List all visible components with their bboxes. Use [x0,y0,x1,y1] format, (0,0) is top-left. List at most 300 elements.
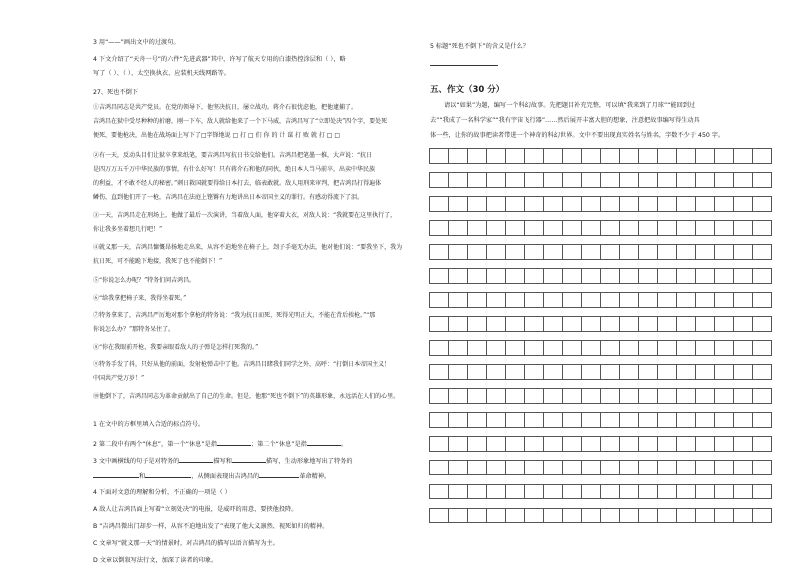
grid-cell[interactable] [600,364,620,380]
grid-cell[interactable] [448,316,468,332]
grid-cell[interactable] [695,508,715,524]
grid-cell[interactable] [486,508,506,524]
grid-cell[interactable] [600,460,620,476]
grid-cell[interactable] [752,340,772,356]
grid-cell[interactable] [600,268,620,284]
grid-cell[interactable] [448,220,468,236]
grid-cell[interactable] [505,292,525,308]
grid-cell[interactable] [695,172,715,188]
grid-cell[interactable] [505,316,525,332]
grid-cell[interactable] [562,340,582,356]
grid-cell[interactable] [505,412,525,428]
grid-cell[interactable] [600,316,620,332]
grid-cell[interactable] [657,172,677,188]
grid-cell[interactable] [638,196,658,212]
grid-cell[interactable] [752,244,772,260]
grid-cell[interactable] [695,316,715,332]
grid-cell[interactable] [657,436,677,452]
grid-cell[interactable] [657,388,677,404]
grid-cell[interactable] [543,172,563,188]
grid-cell[interactable] [600,388,620,404]
grid-cell[interactable] [638,268,658,284]
grid-cell[interactable] [562,388,582,404]
grid-cell[interactable] [600,340,620,356]
grid-cell[interactable] [486,460,506,476]
grid-cell[interactable] [467,340,487,356]
grid-cell[interactable] [467,148,487,164]
grid-cell[interactable] [714,148,734,164]
grid-cell[interactable] [619,148,639,164]
grid-cell[interactable] [733,340,753,356]
grid-cell[interactable] [676,388,696,404]
grid-cell[interactable] [600,172,620,188]
grid-cell[interactable] [562,244,582,260]
grid-cell[interactable] [486,196,506,212]
grid-cell[interactable] [581,244,601,260]
question-3b-text: 描写和 [213,458,232,465]
grid-cell[interactable] [486,364,506,380]
grid-cell[interactable] [600,292,620,308]
grid-cell[interactable] [676,364,696,380]
grid-cell[interactable] [486,292,506,308]
grid-cell[interactable] [581,508,601,524]
grid-cell[interactable] [619,484,639,500]
grid-cell[interactable] [429,244,449,260]
grid-cell[interactable] [581,196,601,212]
grid-cell[interactable] [562,364,582,380]
grid-cell[interactable] [505,268,525,284]
grid-cell[interactable] [695,292,715,308]
grid-cell[interactable] [733,292,753,308]
grid-cell[interactable] [714,316,734,332]
answer-blank[interactable] [145,470,191,478]
grid-cell[interactable] [752,148,772,164]
grid-cell[interactable] [581,268,601,284]
grid-cell[interactable] [657,340,677,356]
grid-cell[interactable] [619,244,639,260]
grid-cell[interactable] [619,316,639,332]
grid-cell[interactable] [467,436,487,452]
grid-cell[interactable] [638,460,658,476]
grid-cell[interactable] [467,196,487,212]
grid-cell[interactable] [524,340,544,356]
grid-cell[interactable] [714,484,734,500]
grid-cell[interactable] [581,412,601,428]
grid-cell[interactable] [695,484,715,500]
grid-cell[interactable] [524,316,544,332]
grid-cell[interactable] [638,508,658,524]
grid-cell[interactable] [448,172,468,188]
grid-cell[interactable] [429,364,449,380]
grid-cell[interactable] [429,268,449,284]
grid-cell[interactable] [733,364,753,380]
question-4-line-1: 4 下文介绍了“天舟一号”的六件“先进武器”其中，许写了航天专用的白漆热控涂层和（ ），略 [93,56,346,63]
grid-cell[interactable] [543,340,563,356]
grid-cell[interactable] [467,364,487,380]
grid-cell[interactable] [657,316,677,332]
grid-cell[interactable] [543,436,563,452]
grid-cell[interactable] [467,172,487,188]
grid-cell[interactable] [695,220,715,236]
grid-cell[interactable] [638,412,658,428]
grid-cell[interactable] [524,172,544,188]
grid-cell[interactable] [562,316,582,332]
grid-cell[interactable] [543,268,563,284]
grid-cell[interactable] [600,196,620,212]
grid-cell[interactable] [448,268,468,284]
grid-cell[interactable] [429,460,449,476]
essay-writing-grid[interactable] [430,148,772,523]
grid-cell[interactable] [600,220,620,236]
answer-blank[interactable] [259,470,299,478]
grid-cell[interactable] [752,220,772,236]
grid-cell[interactable] [695,148,715,164]
grid-cell[interactable] [581,172,601,188]
grid-cell[interactable] [524,148,544,164]
grid-cell[interactable] [562,292,582,308]
grid-cell[interactable] [638,316,658,332]
grid-cell[interactable] [638,388,658,404]
grid-cell[interactable] [543,412,563,428]
grid-cell[interactable] [562,484,582,500]
grid-cell[interactable] [486,316,506,332]
grid-cell[interactable] [543,196,563,212]
answer-blank[interactable] [307,438,341,446]
grid-cell[interactable] [429,340,449,356]
grid-cell[interactable] [524,508,544,524]
grid-cell[interactable] [619,460,639,476]
grid-cell[interactable] [676,172,696,188]
answer-blank[interactable] [179,455,213,463]
grid-cell[interactable] [714,292,734,308]
grid-cell[interactable] [714,412,734,428]
grid-cell[interactable] [524,292,544,308]
answer-blank[interactable] [232,455,266,463]
grid-cell[interactable] [543,292,563,308]
grid-cell[interactable] [619,340,639,356]
grid-cell[interactable] [505,220,525,236]
grid-cell[interactable] [543,244,563,260]
grid-cell[interactable] [676,220,696,236]
grid-cell[interactable] [752,196,772,212]
grid-cell[interactable] [657,460,677,476]
grid-cell[interactable] [619,268,639,284]
grid-cell[interactable] [524,268,544,284]
grid-cell[interactable] [638,364,658,380]
grid-cell[interactable] [562,508,582,524]
grid-cell[interactable] [448,436,468,452]
grid-cell[interactable] [429,484,449,500]
grid-cell[interactable] [448,508,468,524]
grid-cell[interactable] [752,460,772,476]
grid-cell[interactable] [562,460,582,476]
grid-cell[interactable] [467,508,487,524]
grid-cell[interactable] [562,172,582,188]
grid-cell[interactable] [619,220,639,236]
grid-cell[interactable] [752,436,772,452]
grid-cell[interactable] [562,220,582,236]
grid-cell[interactable] [543,460,563,476]
grid-cell[interactable] [467,460,487,476]
grid-cell[interactable] [467,316,487,332]
grid-cell[interactable] [429,172,449,188]
grid-cell[interactable] [600,244,620,260]
grid-cell[interactable] [733,316,753,332]
grid-cell[interactable] [600,412,620,428]
grid-cell[interactable] [619,292,639,308]
grid-cell[interactable] [562,412,582,428]
answer-line[interactable] [430,58,498,69]
grid-cell[interactable] [657,244,677,260]
grid-cell[interactable] [505,460,525,476]
grid-cell[interactable] [429,388,449,404]
grid-cell[interactable] [562,148,582,164]
grid-cell[interactable] [543,364,563,380]
grid-cell[interactable] [714,172,734,188]
grid-cell[interactable] [714,388,734,404]
grid-cell[interactable] [486,172,506,188]
grid-cell[interactable] [752,292,772,308]
grid-cell[interactable] [486,388,506,404]
grid-cell[interactable] [562,268,582,284]
grid-cell[interactable] [714,460,734,476]
grid-cell[interactable] [429,316,449,332]
grid-cell[interactable] [505,508,525,524]
grid-cell[interactable] [486,220,506,236]
grid-cell[interactable] [657,508,677,524]
grid-cell[interactable] [676,244,696,260]
grid-cell[interactable] [733,508,753,524]
grid-cell[interactable] [486,148,506,164]
grid-cell[interactable] [448,364,468,380]
grid-cell[interactable] [657,196,677,212]
grid-cell[interactable] [733,268,753,284]
grid-cell[interactable] [429,148,449,164]
grid-cell[interactable] [638,148,658,164]
grid-cell[interactable] [429,508,449,524]
grid-cell[interactable] [752,388,772,404]
grid-cell[interactable] [486,436,506,452]
grid-cell[interactable] [752,268,772,284]
grid-cell[interactable] [505,340,525,356]
grid-cell[interactable] [619,364,639,380]
grid-cell[interactable] [448,412,468,428]
grid-cell[interactable] [505,148,525,164]
grid-cell[interactable] [524,436,544,452]
grid-cell[interactable] [524,220,544,236]
grid-cell[interactable] [543,388,563,404]
grid-cell[interactable] [448,388,468,404]
grid-cell[interactable] [581,316,601,332]
grid-cell[interactable] [524,388,544,404]
grid-cell[interactable] [486,340,506,356]
grid-cell[interactable] [676,484,696,500]
grid-cell[interactable] [676,436,696,452]
grid-cell[interactable] [448,148,468,164]
grid-cell[interactable] [600,484,620,500]
grid-cell[interactable] [676,316,696,332]
grid-cell[interactable] [619,436,639,452]
grid-cell[interactable] [467,268,487,284]
grid-cell[interactable] [429,436,449,452]
grid-cell[interactable] [505,364,525,380]
grid-cell[interactable] [733,412,753,428]
grid-cell[interactable] [581,484,601,500]
grid-cell[interactable] [695,388,715,404]
grid-cell[interactable] [619,172,639,188]
grid-cell[interactable] [695,460,715,476]
grid-cell[interactable] [581,436,601,452]
grid-cell[interactable] [695,268,715,284]
grid-cell[interactable] [448,484,468,500]
grid-cell[interactable] [638,436,658,452]
grid-cell[interactable] [505,244,525,260]
grid-cell[interactable] [448,292,468,308]
grid-cell[interactable] [600,508,620,524]
grid-cell[interactable] [619,196,639,212]
grid-cell[interactable] [429,292,449,308]
grid-cell[interactable] [733,220,753,236]
grid-cell[interactable] [676,268,696,284]
grid-cell[interactable] [638,292,658,308]
grid-cell[interactable] [581,460,601,476]
grid-cell[interactable] [543,508,563,524]
grid-cell[interactable] [467,244,487,260]
grid-cell[interactable] [676,412,696,428]
grid-cell[interactable] [619,388,639,404]
grid-cell[interactable] [524,196,544,212]
grid-cell[interactable] [429,196,449,212]
grid-cell[interactable] [752,316,772,332]
answer-blank[interactable] [217,438,251,446]
grid-cell[interactable] [524,412,544,428]
grid-cell[interactable] [505,388,525,404]
grid-cell[interactable] [448,340,468,356]
grid-cell[interactable] [714,508,734,524]
grid-cell[interactable] [638,172,658,188]
grid-cell[interactable] [562,196,582,212]
grid-cell[interactable] [524,364,544,380]
grid-cell[interactable] [543,148,563,164]
grid-cell[interactable] [695,244,715,260]
grid-cell[interactable] [581,388,601,404]
grid-cell[interactable] [657,268,677,284]
grid-cell[interactable] [505,436,525,452]
grid-cell[interactable] [448,244,468,260]
grid-cell[interactable] [505,196,525,212]
passage-line: ⑨特务手发了抖，只好从他的前面，发射枪弹击中了他。吉鸿昌目睹我们同学之外，高呼：“打倒日本帝国主义！ [93,361,391,368]
grid-cell[interactable] [486,244,506,260]
grid-cell[interactable] [657,364,677,380]
grid-cell[interactable] [524,244,544,260]
grid-cell[interactable] [714,220,734,236]
grid-cell[interactable] [467,220,487,236]
grid-cell[interactable] [657,220,677,236]
grid-cell[interactable] [676,292,696,308]
grid-cell[interactable] [714,436,734,452]
grid-cell[interactable] [733,148,753,164]
grid-cell[interactable] [467,388,487,404]
grid-cell[interactable] [695,196,715,212]
grid-cell[interactable] [657,412,677,428]
grid-cell[interactable] [695,340,715,356]
grid-cell[interactable] [714,196,734,212]
grid-cell[interactable] [619,508,639,524]
grid-cell[interactable] [695,436,715,452]
grid-cell[interactable] [752,364,772,380]
grid-cell[interactable] [581,364,601,380]
grid-cell[interactable] [752,508,772,524]
grid-cell[interactable] [733,436,753,452]
grid-cell[interactable] [733,484,753,500]
grid-cell[interactable] [657,484,677,500]
grid-cell[interactable] [543,220,563,236]
grid-cell[interactable] [524,484,544,500]
grid-cell[interactable] [733,388,753,404]
grid-cell[interactable] [448,460,468,476]
grid-cell[interactable] [638,244,658,260]
grid-cell[interactable] [714,244,734,260]
grid-cell[interactable] [467,412,487,428]
grid-cell[interactable] [752,484,772,500]
grid-cell[interactable] [543,316,563,332]
grid-cell[interactable] [676,148,696,164]
grid-cell[interactable] [657,148,677,164]
grid-cell[interactable] [733,172,753,188]
grid-cell[interactable] [752,172,772,188]
grid-cell[interactable] [638,484,658,500]
grid-cell[interactable] [733,196,753,212]
grid-cell[interactable] [638,220,658,236]
grid-cell[interactable] [429,220,449,236]
grid-cell[interactable] [581,292,601,308]
grid-cell[interactable] [619,412,639,428]
grid-cell[interactable] [695,412,715,428]
grid-cell[interactable] [562,436,582,452]
grid-cell[interactable] [543,484,563,500]
answer-blank[interactable] [93,470,139,478]
grid-cell[interactable] [505,484,525,500]
grid-cell[interactable] [714,364,734,380]
grid-cell[interactable] [486,484,506,500]
grid-cell[interactable] [505,172,525,188]
grid-cell[interactable] [467,292,487,308]
grid-cell[interactable] [733,460,753,476]
grid-cell[interactable] [600,148,620,164]
grid-cell[interactable] [676,460,696,476]
grid-cell[interactable] [581,340,601,356]
grid-cell[interactable] [581,220,601,236]
grid-cell[interactable] [448,196,468,212]
grid-cell[interactable] [486,412,506,428]
grid-cell[interactable] [752,412,772,428]
grid-cell[interactable] [486,268,506,284]
grid-cell[interactable] [429,412,449,428]
grid-cell[interactable] [524,460,544,476]
grid-cell[interactable] [733,244,753,260]
grid-cell[interactable] [676,196,696,212]
grid-cell[interactable] [638,340,658,356]
grid-cell[interactable] [581,148,601,164]
grid-cell[interactable] [657,292,677,308]
grid-cell[interactable] [676,340,696,356]
grid-cell[interactable] [467,484,487,500]
grid-cell[interactable] [600,436,620,452]
grid-cell[interactable] [676,508,696,524]
grid-cell[interactable] [714,340,734,356]
grid-cell[interactable] [714,268,734,284]
grid-cell[interactable] [695,364,715,380]
